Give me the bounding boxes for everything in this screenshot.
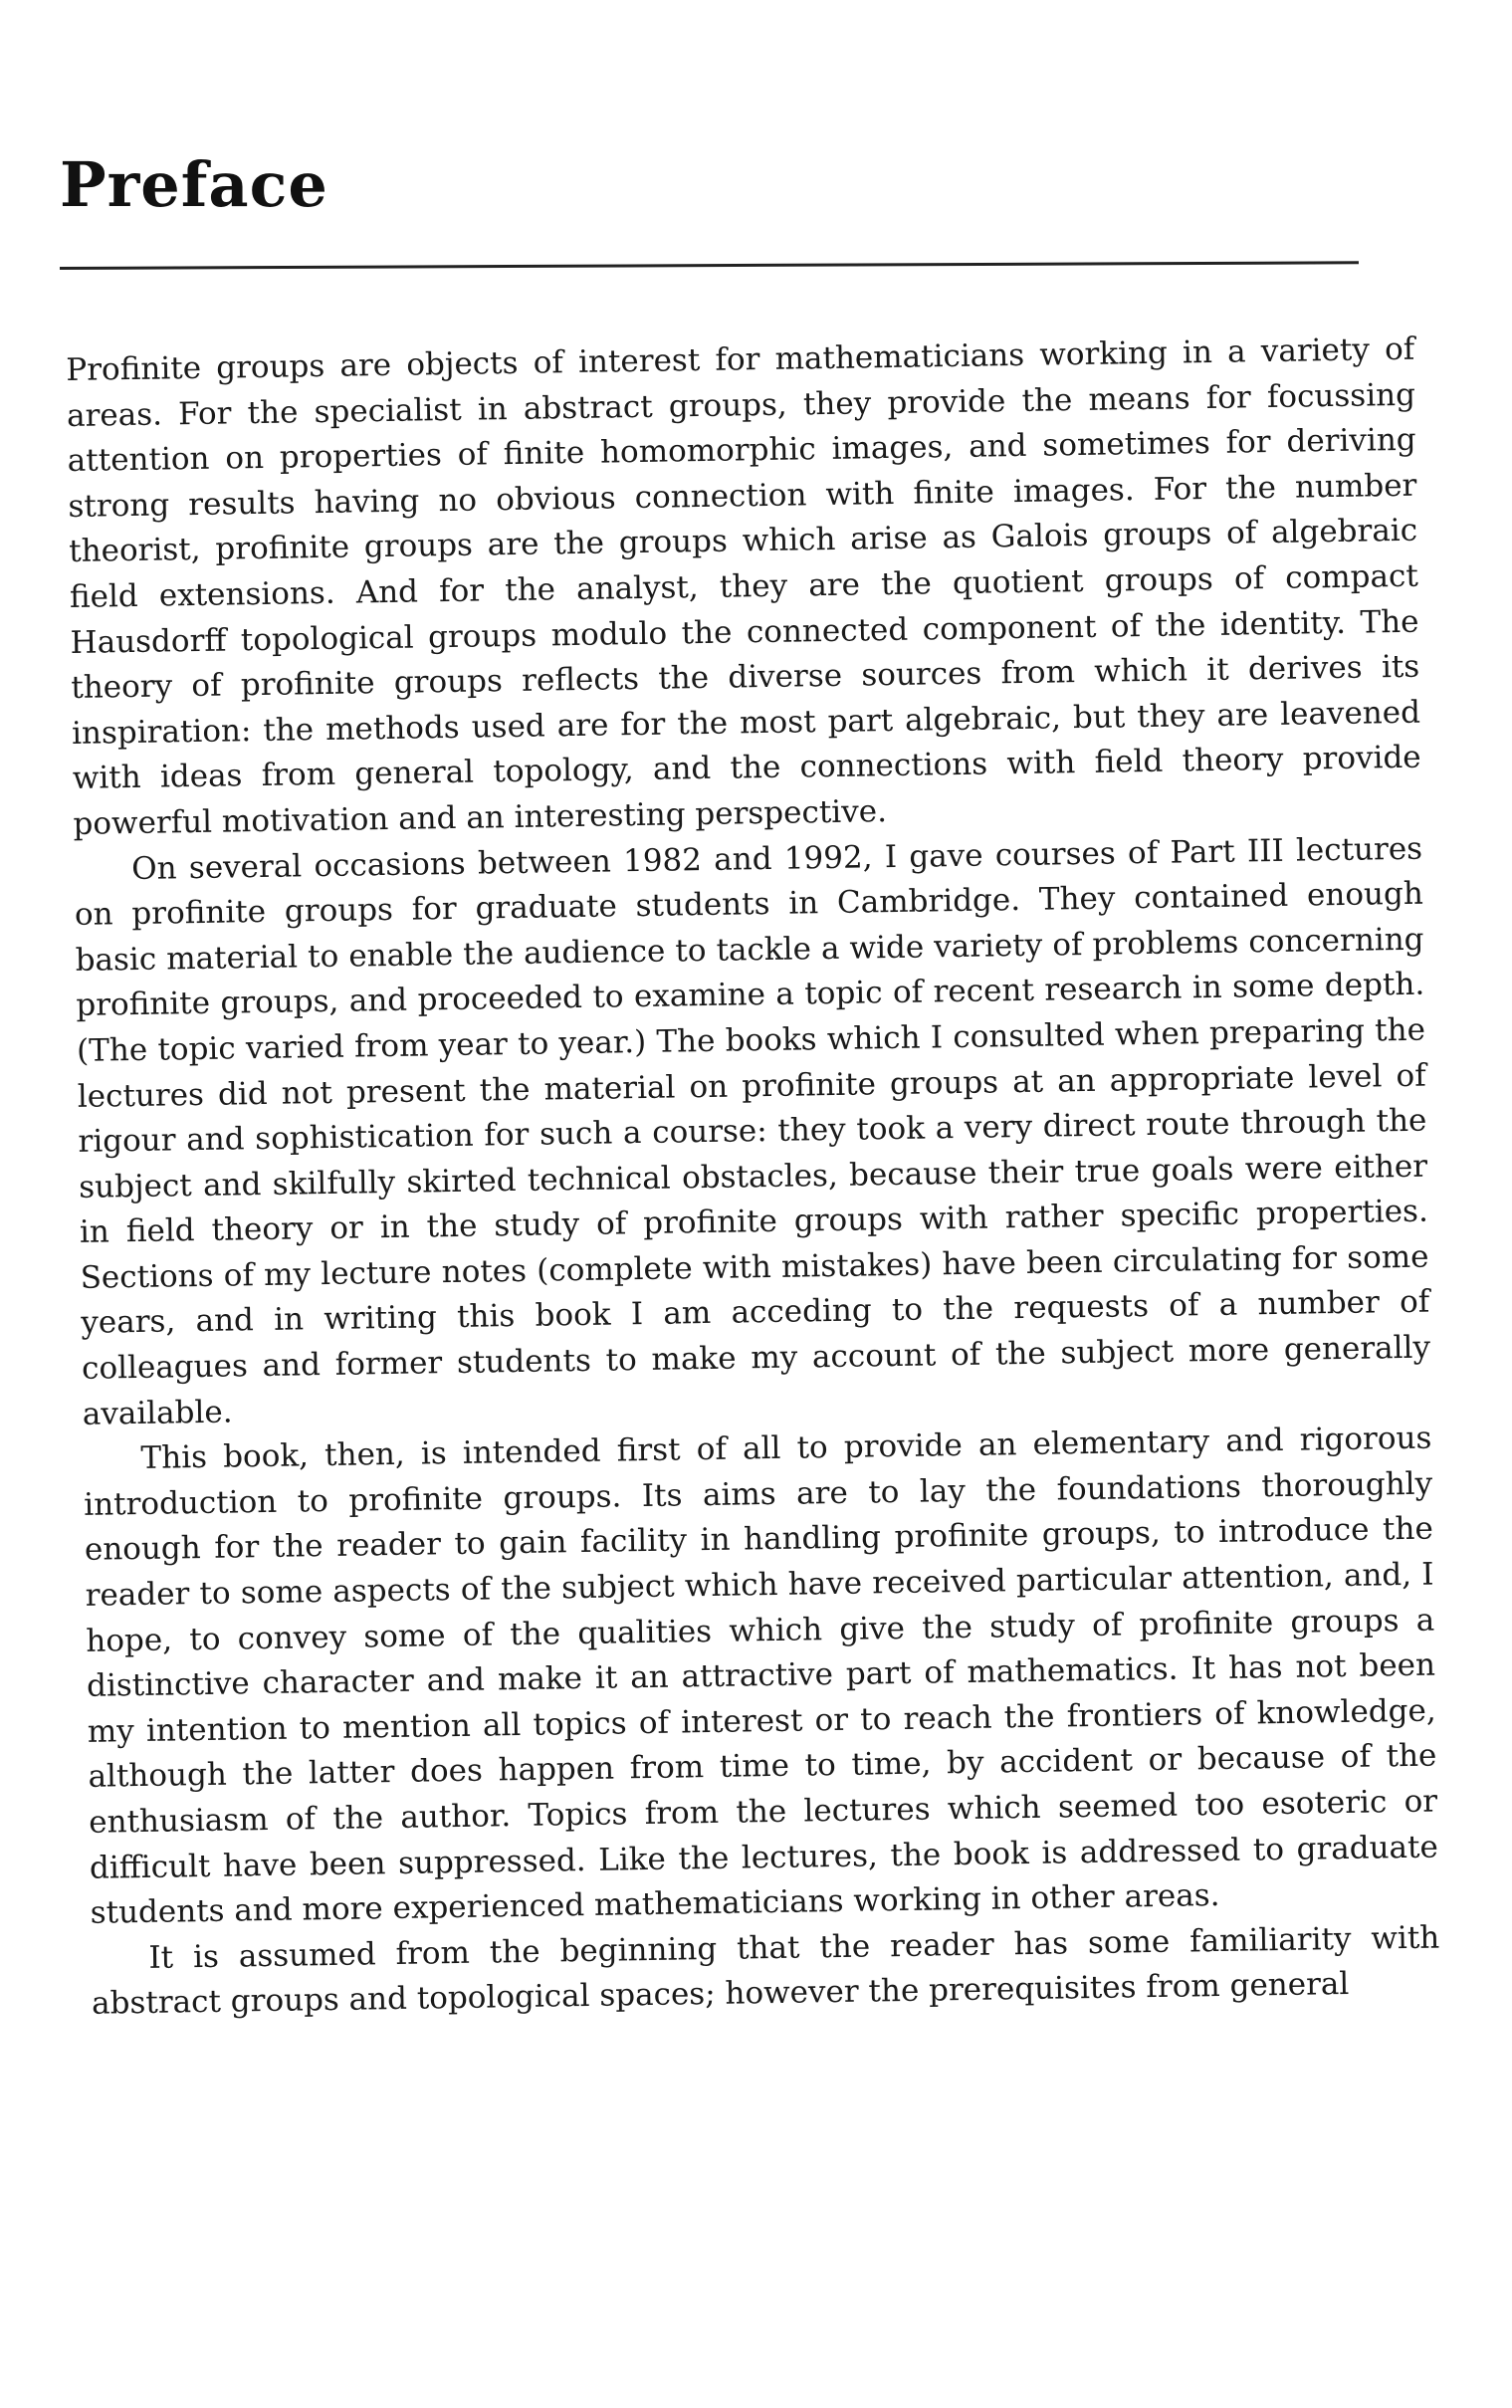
paragraph-3: This book, then, is intended first of all to provide an elementary and rigorous introduction to profinite groups. Its aims are to lay the foundations thoroughly enough for the reader to gain facility in handling profinite groups, to introduce the reader to some aspects of the subject which have received particular attention, and, I hope, to convey some of the qualities which give the study of profinite groups a distinctive character and make it an attractive part of mathematics. It has not been my intention to mention all topics of interest or to reach the frontiers of knowledge, although the latter does happen from time to time, by accident or because of the enthusiasm of the author. Topics from the lectures which seemed too esoteric or difficult have been suppressed. Like the lectures, the book is addressed to graduate students and more experienced mathematicians working in other areas.	[83, 1420, 1439, 1931]
paragraph-4: It is assumed from the beginning that the reader has some familiarity with abstract groups and topological spaces; however the prerequisites from general	[91, 1919, 1440, 2023]
title-rule	[60, 261, 1359, 270]
paragraph-1: Profinite groups are objects of interest for mathematicians working in a variety of areas. For the specialist in abstract groups, they provide the means for focussing attention on properties of finite homomorphic images, and sometimes for deriving strong results having no obvious connection with finite images. For the number theorist, profinite groups are the groups which arise as Galois groups of algebraic field extensions. And for the analyst, they are the quotient groups of compact Hausdorff topological groups modulo the connected component of the identity. The theory of profinite groups reflects the diverse sources from which it derives its inspiration: the methods used are for the most part algebraic, but they are leavened with ideas from general topology, and the connections with field theory provide powerful motivation and an interesting perspective.	[66, 330, 1421, 842]
page-title: Preface	[60, 148, 328, 221]
paragraph-2: On several occasions between 1982 and 1992, I gave courses of Part III lectures on profinite groups for graduate students in Cambridge. They contained enough basic material to enable the audience to tackle a wide variety of problems concerning profinite groups, and proceeded to examine a topic of recent research in some depth. (The topic varied from year to year.) The books which I consulted when preparing the lectures did not present the material on profinite groups at an appropriate level of rigour and sophistication for such a course: they took a very direct route through the subject and skilfully skirted technical obstacles, because their true goals were either in field theory or in the study of profinite groups with rather specific properties. Sections of my lecture notes (complete with mistakes) have been circulating for some years, and in writing this book I am acceding to the requests of a number of colleagues and former students to make my account of the subject more generally available.	[74, 830, 1431, 1432]
preface-body	[66, 328, 1440, 2028]
